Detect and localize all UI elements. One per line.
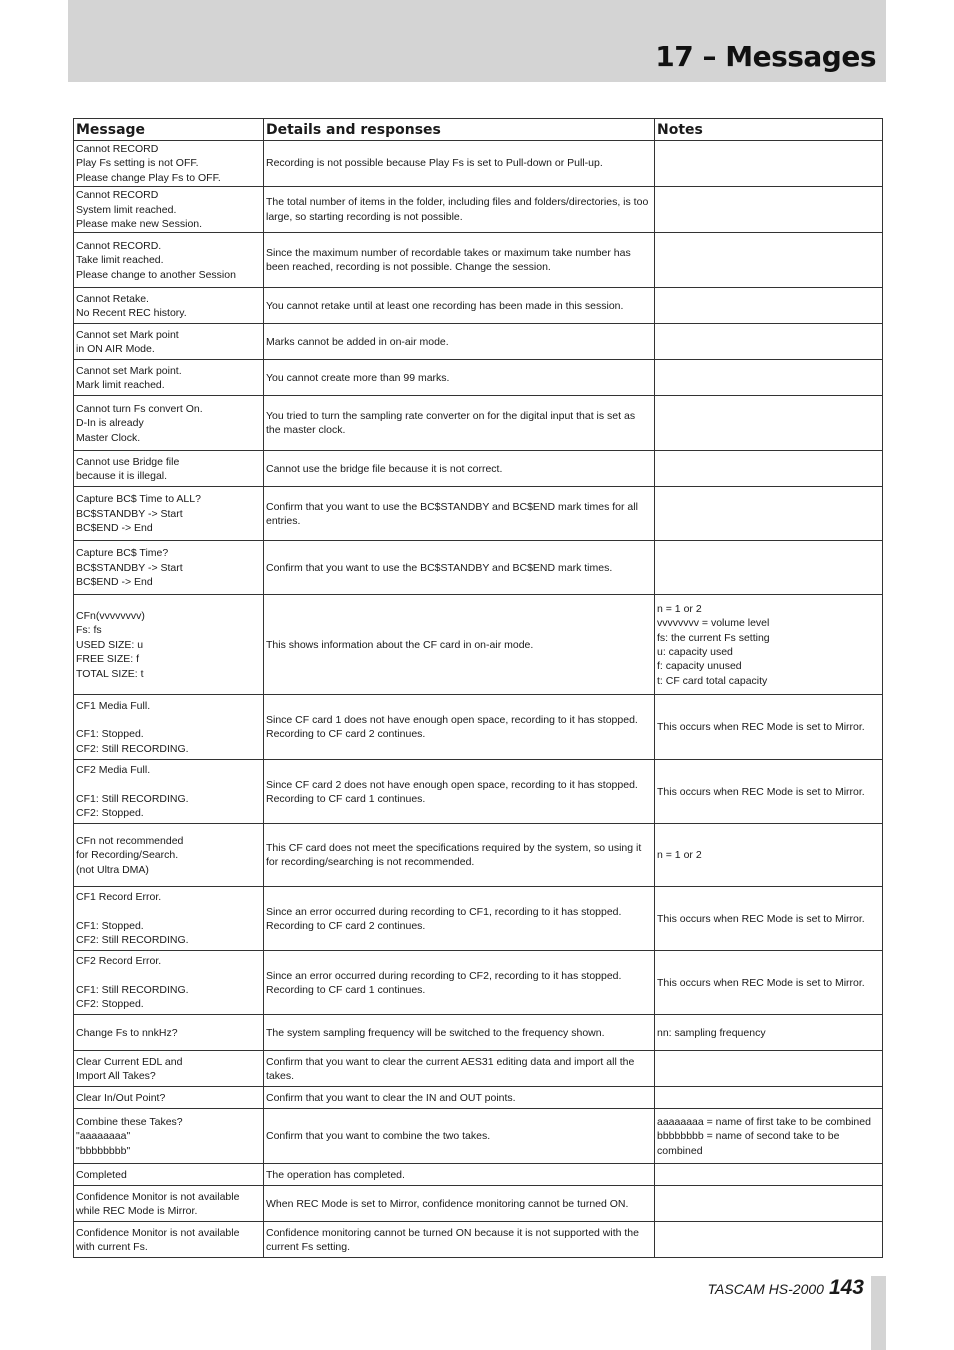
table-row	[74, 396, 883, 451]
table-row	[74, 487, 883, 541]
column-header-message: Message	[74, 119, 264, 141]
message-cell: Cannot Retake. No Recent REC history.	[74, 288, 264, 324]
message-cell: Cannot set Mark point in ON AIR Mode.	[74, 324, 264, 360]
notes-cell	[655, 1051, 883, 1087]
notes-cell	[655, 487, 883, 541]
table-row	[74, 288, 883, 324]
message-cell: Cannot set Mark point. Mark limit reached.	[74, 360, 264, 396]
page-number: 143	[828, 1276, 864, 1299]
message-cell: Change Fs to nnkHz?	[74, 1015, 264, 1051]
table-row	[74, 887, 883, 951]
details-cell: Confirm that you want to combine the two takes.	[264, 1109, 655, 1164]
message-cell: CF2 Media Full. CF1: Still RECORDING. CF2: Stopped.	[74, 760, 264, 824]
details-cell: Since CF card 2 does not have enough open space, recording to it has stopped. Recording to CF card 1 continues.	[264, 760, 655, 824]
notes-cell: n = 1 or 2	[655, 824, 883, 887]
notes-cell	[655, 324, 883, 360]
page-footer	[708, 1276, 865, 1300]
table-header-row	[74, 119, 883, 141]
table-row	[74, 1015, 883, 1051]
table-row	[74, 360, 883, 396]
notes-cell	[655, 360, 883, 396]
column-header-details: Details and responses	[264, 119, 655, 141]
notes-cell: n = 1 or 2 vvvvvvvv = volume level fs: the current Fs setting u: capacity used f: capacity unused t: CF card total capacity	[655, 595, 883, 695]
notes-cell	[655, 1087, 883, 1109]
message-cell: Cannot RECORD. Take limit reached. Please change to another Session	[74, 233, 264, 288]
details-cell: Since CF card 1 does not have enough open space, recording to it has stopped. Recording to CF card 2 continues.	[264, 695, 655, 760]
details-cell: You cannot create more than 99 marks.	[264, 360, 655, 396]
details-cell: This CF card does not meet the specifications required by the system, so using it for recording/searching is not recommended.	[264, 824, 655, 887]
notes-cell	[655, 233, 883, 288]
table-row	[74, 1222, 883, 1258]
notes-cell	[655, 187, 883, 233]
table-row	[74, 824, 883, 887]
message-cell: Confidence Monitor is not available while REC Mode is Mirror.	[74, 1186, 264, 1222]
notes-cell: This occurs when REC Mode is set to Mirror.	[655, 887, 883, 951]
details-cell: You tried to turn the sampling rate converter on for the digital input that is set as the master clock.	[264, 396, 655, 451]
table-row	[74, 451, 883, 487]
message-cell: Confidence Monitor is not available with current Fs.	[74, 1222, 264, 1258]
details-cell: When REC Mode is set to Mirror, confidence monitoring cannot be turned ON.	[264, 1186, 655, 1222]
message-cell: Clear In/Out Point?	[74, 1087, 264, 1109]
message-cell: Clear Current EDL and Import All Takes?	[74, 1051, 264, 1087]
page-edge-tab	[871, 1276, 886, 1350]
table-row	[74, 324, 883, 360]
details-cell: Confirm that you want to use the BC$STANDBY and BC$END mark times for all entries.	[264, 487, 655, 541]
notes-cell: aaaaaaaa = name of first take to be combined bbbbbbbb = name of second take to be combined	[655, 1109, 883, 1164]
notes-cell	[655, 1164, 883, 1186]
product-name: TASCAM HS-2000	[707, 1281, 824, 1297]
table-row	[74, 951, 883, 1015]
details-cell: Since an error occurred during recording to CF1, recording to it has stopped. Recording to CF card 2 continues.	[264, 887, 655, 951]
details-cell: Confirm that you want to clear the current AES31 editing data and import all the takes.	[264, 1051, 655, 1087]
message-cell: Combine these Takes? "aaaaaaaa" "bbbbbbbb"	[74, 1109, 264, 1164]
notes-cell: This occurs when REC Mode is set to Mirror.	[655, 695, 883, 760]
header-band	[68, 0, 886, 82]
notes-cell	[655, 541, 883, 595]
table-row	[74, 187, 883, 233]
notes-cell	[655, 396, 883, 451]
notes-cell: nn: sampling frequency	[655, 1015, 883, 1051]
details-cell: Confirm that you want to clear the IN and OUT points.	[264, 1087, 655, 1109]
details-cell: The system sampling frequency will be switched to the frequency shown.	[264, 1015, 655, 1051]
table-row	[74, 1087, 883, 1109]
details-cell: Confidence monitoring cannot be turned ON because it is not supported with the current Fs setting.	[264, 1222, 655, 1258]
message-cell: Cannot turn Fs convert On. D-In is already Master Clock.	[74, 396, 264, 451]
message-cell: Cannot RECORD Play Fs setting is not OFF. Please change Play Fs to OFF.	[74, 141, 264, 187]
table-row	[74, 1186, 883, 1222]
message-cell: Cannot RECORD System limit reached. Please make new Session.	[74, 187, 264, 233]
details-cell: Since the maximum number of recordable takes or maximum take number has been reached, recording is not possible. Change the session.	[264, 233, 655, 288]
details-cell: Marks cannot be added in on-air mode.	[264, 324, 655, 360]
table-row	[74, 1051, 883, 1087]
table-row	[74, 141, 883, 187]
message-cell: Cannot use Bridge file because it is illegal.	[74, 451, 264, 487]
message-cell: CF1 Media Full. CF1: Stopped. CF2: Still RECORDING.	[74, 695, 264, 760]
notes-cell	[655, 288, 883, 324]
message-cell: CFn not recommended for Recording/Search. (not Ultra DMA)	[74, 824, 264, 887]
message-cell: CF2 Record Error. CF1: Still RECORDING. CF2: Stopped.	[74, 951, 264, 1015]
table-row	[74, 595, 883, 695]
table-row	[74, 695, 883, 760]
details-cell: Recording is not possible because Play Fs is set to Pull-down or Pull-up.	[264, 141, 655, 187]
details-cell: The operation has completed.	[264, 1164, 655, 1186]
table-row	[74, 541, 883, 595]
table-row	[74, 1164, 883, 1186]
notes-cell: This occurs when REC Mode is set to Mirror.	[655, 760, 883, 824]
notes-cell: This occurs when REC Mode is set to Mirror.	[655, 951, 883, 1015]
details-cell: Since an error occurred during recording to CF2, recording to it has stopped. Recording to CF card 1 continues.	[264, 951, 655, 1015]
details-cell: Confirm that you want to use the BC$STANDBY and BC$END mark times.	[264, 541, 655, 595]
messages-table	[73, 118, 883, 1258]
message-cell: Capture BC$ Time to ALL? BC$STANDBY -> Start BC$END -> End	[74, 487, 264, 541]
message-cell: CFn(vvvvvvvv) Fs: fs USED SIZE: u FREE SIZE: f TOTAL SIZE: t	[74, 595, 264, 695]
message-cell: Capture BC$ Time? BC$STANDBY -> Start BC$END -> End	[74, 541, 264, 595]
message-cell: Completed	[74, 1164, 264, 1186]
message-cell: CF1 Record Error. CF1: Stopped. CF2: Still RECORDING.	[74, 887, 264, 951]
table-row	[74, 760, 883, 824]
details-cell: The total number of items in the folder, including files and folders/directories, is too large, so starting recording is not possible.	[264, 187, 655, 233]
table-row	[74, 233, 883, 288]
notes-cell	[655, 451, 883, 487]
notes-cell	[655, 141, 883, 187]
table-row	[74, 1109, 883, 1164]
details-cell: This shows information about the CF card in on-air mode.	[264, 595, 655, 695]
notes-cell	[655, 1186, 883, 1222]
details-cell: Cannot use the bridge file because it is not correct.	[264, 451, 655, 487]
notes-cell	[655, 1222, 883, 1258]
column-header-notes: Notes	[655, 119, 883, 141]
chapter-title: 17 – Messages	[655, 40, 876, 73]
details-cell: You cannot retake until at least one recording has been made in this session.	[264, 288, 655, 324]
